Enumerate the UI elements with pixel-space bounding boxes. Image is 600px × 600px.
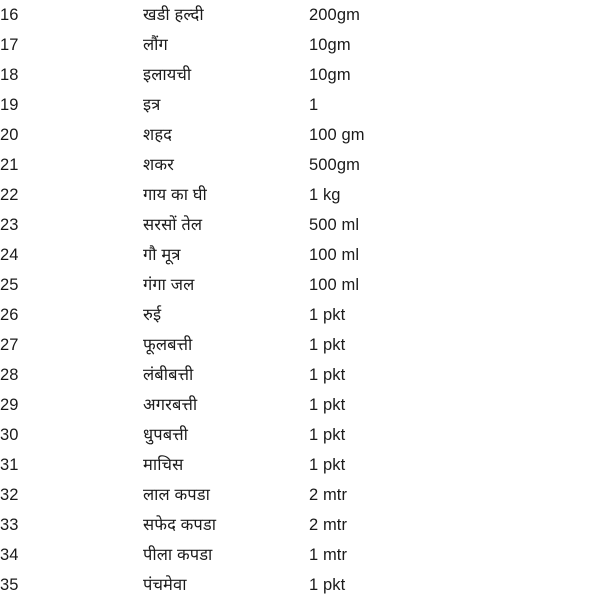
table-row bbox=[0, 390, 600, 420]
row-serial-number: 19 bbox=[0, 96, 19, 114]
row-serial-number: 29 bbox=[0, 396, 19, 414]
row-serial-number: 17 bbox=[0, 36, 19, 54]
table-row bbox=[0, 330, 600, 360]
row-serial-number: 23 bbox=[0, 216, 19, 234]
row-serial-number: 26 bbox=[0, 306, 19, 324]
row-item-quantity: 100 gm bbox=[309, 126, 365, 144]
table-row bbox=[0, 0, 600, 30]
row-serial-number: 35 bbox=[0, 576, 19, 594]
row-item-name: खडी हल्दी bbox=[143, 6, 204, 24]
table-row bbox=[0, 540, 600, 570]
row-serial-number: 21 bbox=[0, 156, 19, 174]
table-row bbox=[0, 60, 600, 90]
row-item-name: गौ मूत्र bbox=[143, 246, 181, 264]
row-item-quantity: 1 mtr bbox=[309, 546, 348, 564]
table-row bbox=[0, 360, 600, 390]
table-row bbox=[0, 240, 600, 270]
row-item-name: सरसों तेल bbox=[143, 216, 203, 234]
row-item-quantity: 2 mtr bbox=[309, 486, 348, 504]
row-item-name: लाल कपडा bbox=[143, 486, 210, 504]
row-item-quantity: 1 kg bbox=[309, 186, 341, 204]
row-item-name: अगरबत्ती bbox=[143, 396, 198, 414]
table-row bbox=[0, 210, 600, 240]
row-item-name: रुई bbox=[143, 306, 162, 324]
table-row bbox=[0, 570, 600, 600]
row-item-quantity: 1 pkt bbox=[309, 366, 346, 384]
row-serial-number: 20 bbox=[0, 126, 19, 144]
table-row bbox=[0, 300, 600, 330]
row-item-name: लंबीबत्ती bbox=[143, 366, 194, 384]
row-item-quantity: 2 mtr bbox=[309, 516, 348, 534]
row-item-name: फूलबत्ती bbox=[143, 336, 193, 354]
table-row bbox=[0, 120, 600, 150]
row-item-quantity: 1 pkt bbox=[309, 576, 346, 594]
row-serial-number: 33 bbox=[0, 516, 19, 534]
row-item-name: धुपबत्ती bbox=[143, 426, 189, 444]
row-item-name: शहद bbox=[143, 126, 173, 144]
table-row bbox=[0, 510, 600, 540]
table-row bbox=[0, 270, 600, 300]
row-serial-number: 25 bbox=[0, 276, 19, 294]
row-item-quantity: 100 ml bbox=[309, 246, 360, 264]
table-row bbox=[0, 150, 600, 180]
row-serial-number: 28 bbox=[0, 366, 19, 384]
row-serial-number: 18 bbox=[0, 66, 19, 84]
row-item-quantity: 200gm bbox=[309, 6, 360, 24]
table-row bbox=[0, 30, 600, 60]
row-item-quantity: 10gm bbox=[309, 66, 351, 84]
row-item-name: सफेद कपडा bbox=[143, 516, 217, 534]
row-serial-number: 24 bbox=[0, 246, 19, 264]
row-item-name: गाय का घी bbox=[143, 186, 207, 204]
row-item-quantity: 1 pkt bbox=[309, 456, 346, 474]
row-item-name: पीला कपडा bbox=[143, 546, 213, 564]
table-row bbox=[0, 180, 600, 210]
row-item-quantity: 500gm bbox=[309, 156, 360, 174]
row-item-quantity: 1 pkt bbox=[309, 306, 346, 324]
row-item-quantity: 1 pkt bbox=[309, 336, 346, 354]
row-serial-number: 31 bbox=[0, 456, 19, 474]
row-serial-number: 34 bbox=[0, 546, 19, 564]
row-item-name: पंचमेवा bbox=[143, 576, 187, 594]
row-item-quantity: 1 pkt bbox=[309, 396, 346, 414]
row-item-quantity: 10gm bbox=[309, 36, 351, 54]
row-serial-number: 30 bbox=[0, 426, 19, 444]
row-item-quantity: 1 pkt bbox=[309, 426, 346, 444]
row-item-name: गंगा जल bbox=[143, 276, 195, 294]
table-row bbox=[0, 420, 600, 450]
row-serial-number: 27 bbox=[0, 336, 19, 354]
row-serial-number: 32 bbox=[0, 486, 19, 504]
row-item-quantity: 1 bbox=[309, 96, 319, 114]
table-row bbox=[0, 480, 600, 510]
row-item-quantity: 100 ml bbox=[309, 276, 360, 294]
row-serial-number: 16 bbox=[0, 6, 19, 24]
table-row bbox=[0, 90, 600, 120]
row-item-quantity: 500 ml bbox=[309, 216, 360, 234]
row-item-name: इत्र bbox=[143, 96, 161, 114]
row-item-name: माचिस bbox=[143, 456, 184, 474]
row-item-name: लौंग bbox=[143, 36, 168, 54]
row-item-name: इलायची bbox=[143, 66, 192, 84]
row-item-name: शकर bbox=[143, 156, 174, 174]
row-serial-number: 22 bbox=[0, 186, 19, 204]
table-row bbox=[0, 450, 600, 480]
